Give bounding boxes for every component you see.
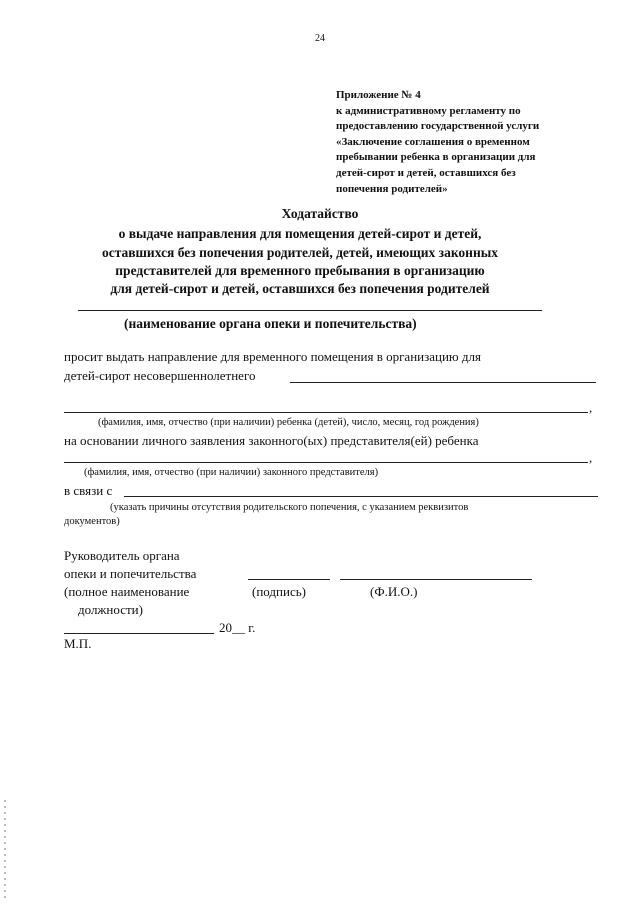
scan-edge-artifact — [4, 800, 6, 900]
representative-field[interactable] — [64, 462, 588, 463]
document-title: Ходатайство — [281, 206, 359, 221]
request-text: просит выдать направление для временного помещения в организацию для — [64, 349, 481, 364]
fio-field[interactable] — [340, 579, 532, 580]
basis-text: на основании личного заявления законного(ых) представителя(ей) ребенка — [64, 433, 479, 448]
request-text-2: детей-сирот несовершеннолетнего — [64, 368, 256, 383]
reason-field[interactable] — [124, 496, 598, 497]
signature-field[interactable] — [248, 579, 330, 580]
reason-caption-2: документов) — [64, 516, 120, 527]
appendix-line: к административному регламенту по — [336, 104, 521, 117]
heading-line: о выдаче направления для помещения детей-сирот и детей, — [118, 226, 482, 241]
appendix-line: попечения родителей» — [336, 182, 448, 195]
organ-caption: (наименование органа опеки и попечительства) — [124, 316, 417, 331]
signer-title-3: (полное наименование — [64, 584, 190, 599]
appendix-line: детей-сирот и детей, оставшихся без — [336, 166, 516, 179]
comma: , — [589, 400, 593, 415]
minor-name-field[interactable] — [290, 382, 596, 383]
comma: , — [589, 450, 593, 465]
representative-caption: (фамилия, имя, отчество (при наличии) законного представителя) — [84, 467, 379, 478]
signer-title-4: должности) — [78, 602, 143, 617]
child-caption: (фамилия, имя, отчество (при наличии) ребенка (детей), число, месяц, год рождения) — [98, 417, 479, 428]
heading-line: оставшихся без попечения родителей, детей, имеющих законных — [101, 245, 499, 260]
reason-prefix: в связи с — [64, 483, 113, 498]
appendix-line: предоставлению государственной услуги — [336, 120, 540, 133]
fio-label: (Ф.И.О.) — [370, 584, 418, 599]
reason-caption: (указать причины отсутствия родительского попечения, с указанием реквизитов — [110, 502, 469, 513]
appendix-title: Приложение № 4 — [336, 89, 421, 101]
signature-label: (подпись) — [252, 584, 306, 599]
page-number: 24 — [315, 33, 325, 44]
year-label: 20__ г. — [219, 620, 256, 635]
signer-title: Руководитель органа — [64, 548, 180, 563]
heading-line: для детей-сирот и детей, оставшихся без попечения родителей — [110, 281, 490, 296]
date-field[interactable] — [64, 633, 214, 634]
appendix-block — [336, 88, 539, 197]
appendix-line: «Заключение соглашения о временном — [336, 135, 530, 148]
stamp-label: М.П. — [64, 636, 92, 651]
appendix-line: пребывании ребенка в организации для — [336, 151, 536, 164]
heading-line: представителей для временного пребывания в организацию — [115, 263, 485, 278]
child-details-field[interactable] — [64, 412, 588, 413]
signer-title-2: опеки и попечительства — [64, 566, 197, 581]
organ-name-field[interactable] — [78, 310, 542, 311]
